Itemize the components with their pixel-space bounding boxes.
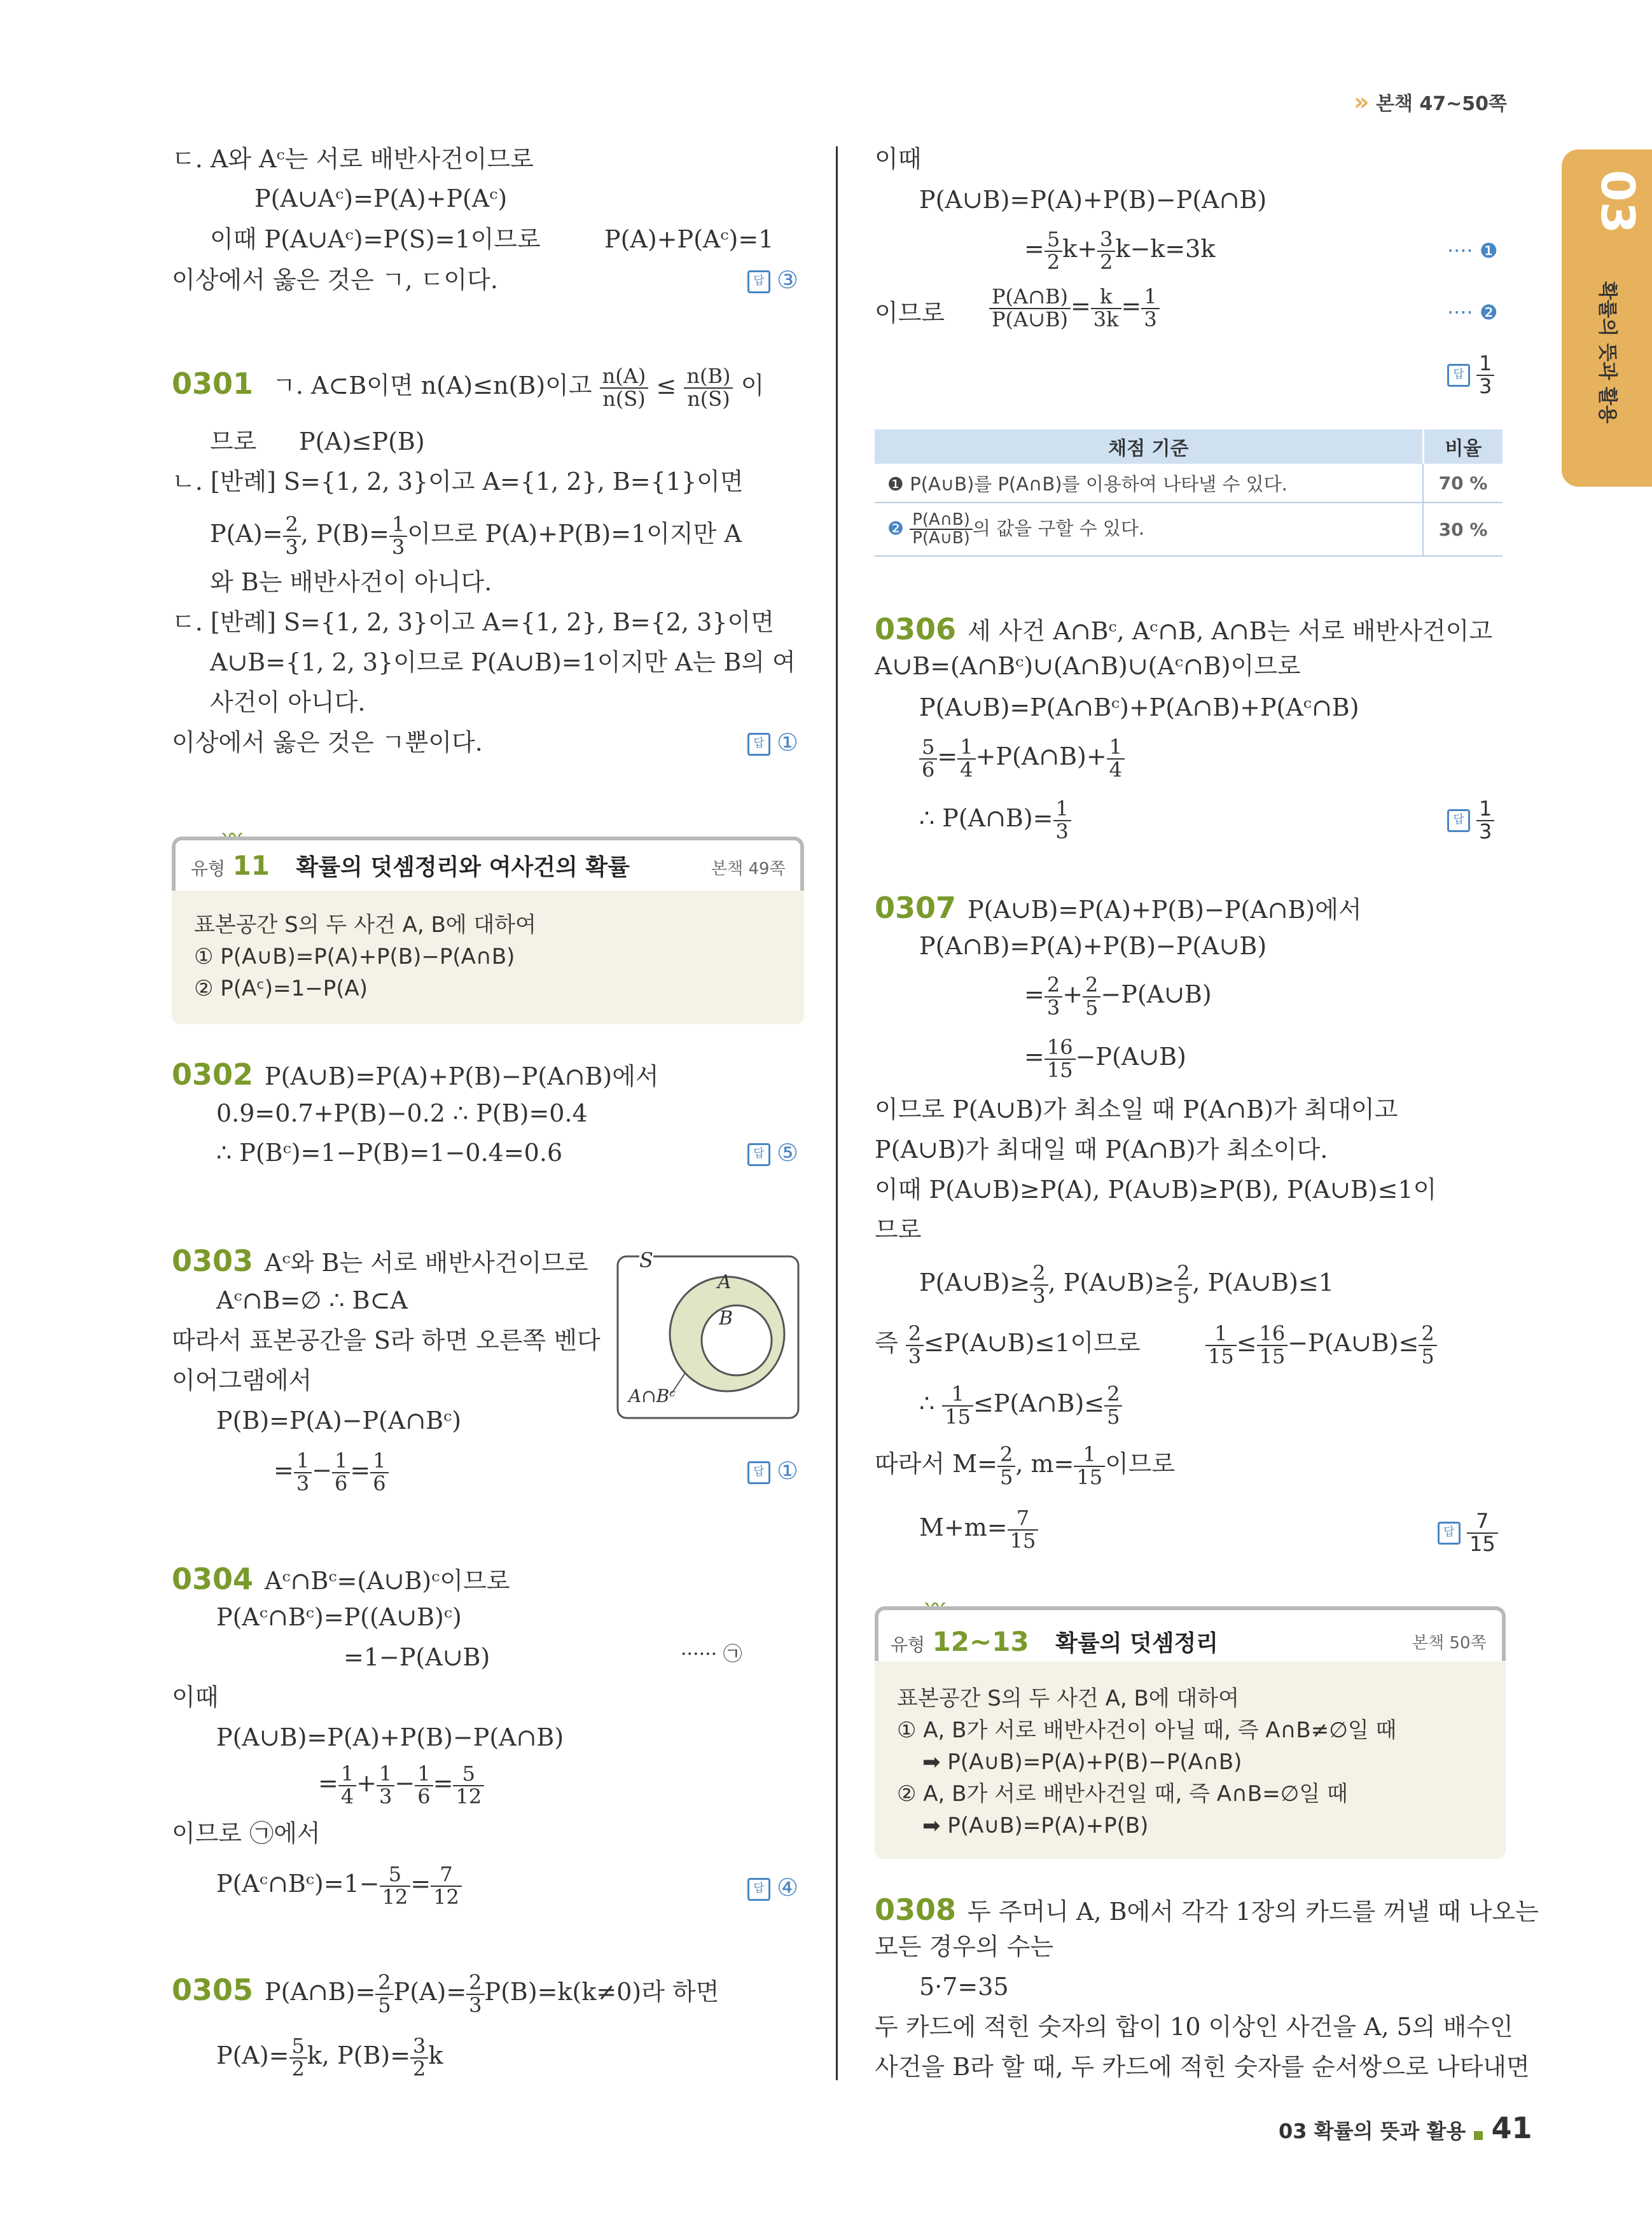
text-line: ① A, B가 서로 배반사건이 아닐 때, 즉 A∩B≠∅일 때 [897, 1718, 1397, 1743]
type-11-title: 유형 11 확률의 덧셈정리와 여사건의 확률 [191, 850, 630, 881]
text-line: 사건이 아니다. [210, 688, 366, 716]
answer-mark [1447, 798, 1494, 842]
scoring-table [875, 429, 1503, 557]
fraction: $\frac{7}{15}$ [1467, 1511, 1498, 1555]
text-line: P(A∪B)=P(A)+P(B)−P(A∩B) [919, 186, 1267, 214]
text-line: P(A)= $\frac{5}{2}$ k, P(B)= $\frac{3}{2}$ k [216, 2034, 443, 2081]
table-header: 비율 [1423, 429, 1503, 464]
fraction: $\frac{1}{4}$ [338, 1763, 356, 1807]
step-marker-2: ···· ❷ [1447, 300, 1498, 324]
table-cell: 30 % [1423, 503, 1503, 556]
fraction: $\frac{1}{3}$ [1476, 798, 1494, 842]
text-line: $\frac{1}{15}$ ≤ $\frac{16}{15}$ −P(A∪B)≤ $\frac{2}{5}$ [1205, 1323, 1437, 1367]
text-line: ∴ P(Bᶜ)=1−P(B)=1−0.4=0.6 [216, 1139, 563, 1167]
page-footer [1279, 2111, 1532, 2145]
venn-label-a: A [718, 1271, 732, 1293]
fraction: $\frac{2}{3}$ [466, 1972, 484, 2016]
fraction: $\frac{2}{5}$ [1104, 1384, 1122, 1428]
table-cell: ❶ P(A∪B)를 P(A∩B)를 이용하여 나타낼 수 있다. [875, 464, 1423, 503]
fraction: $\frac{1}{15}$ [1074, 1444, 1105, 1488]
fraction: $\frac{P(A\cap B)}{P(A\cup B)}$ [989, 286, 1071, 330]
text-line: P(Aᶜ∩Bᶜ)=1− $\frac{5}{12}$ = $\frac{7}{12}$ [216, 1864, 462, 1908]
table-row [875, 503, 1503, 556]
text-line: P(B)=P(A)−P(A∩Bᶜ) [216, 1407, 462, 1435]
text-line: = $\frac{5}{2}$ k+ $\frac{3}{2}$ k−k=3k [1024, 227, 1216, 274]
problem-0304-line: 0304 Aᶜ∩Bᶜ=(A∪B)ᶜ이므로 [172, 1562, 510, 1596]
problem-number: 0308 [875, 1893, 957, 1927]
fraction: $\frac{2}{5}$ [1083, 975, 1100, 1018]
text-line: = $\frac{1}{4}$ + $\frac{1}{3}$ − $\frac{1}{6}$ = $\frac{5}{12}$ [318, 1763, 484, 1807]
answer-box-icon: 답 [747, 1878, 770, 1901]
page-number: 41 [1491, 2111, 1532, 2145]
text-line: ➡ P(A∪B)=P(A)+P(B)−P(A∩B) [922, 1749, 1242, 1775]
text-line: = $\frac{16}{15}$ −P(A∪B) [1024, 1035, 1186, 1082]
fraction: $\frac{16}{15}$ [1045, 1037, 1076, 1081]
answer-box-icon: 답 [747, 733, 770, 756]
venn-label-b: B [719, 1307, 733, 1330]
text-line: = $\frac{1}{3}$ − $\frac{1}{6}$ = $\frac{1}{6}$ [274, 1450, 389, 1494]
problem-0308-line: 0308 두 주머니 A, B에서 각각 1장의 카드를 꺼낼 때 나오는 [875, 1893, 1539, 1927]
footer-square-icon [1474, 2131, 1483, 2140]
text-line: = $\frac{2}{3}$ + $\frac{2}{5}$ −P(A∪B) [1024, 973, 1212, 1020]
text-line: ② P(Aᶜ)=1−P(A) [194, 976, 368, 1001]
text-line: 므로 [875, 1216, 922, 1244]
text-line: 이때 P(A∪Aᶜ)=P(S)=1이므로 [210, 225, 541, 253]
problem-0302-line: 0302 P(A∪B)=P(A)+P(B)−P(A∩B)에서 [172, 1057, 659, 1092]
fraction: $\frac{n(B)}{n(S)}$ [684, 366, 733, 410]
problem-number: 0306 [875, 612, 957, 646]
text-line: A∪B=(A∩Bᶜ)∪(A∩B)∪(Aᶜ∩B)이므로 [875, 652, 1301, 680]
text-line: 므로 [210, 427, 257, 455]
fraction: $\frac{5}{6}$ [919, 737, 937, 781]
venn-label-anbc: A∩Bᶜ [628, 1386, 676, 1407]
fraction: $\frac{16}{15}$ [1257, 1323, 1288, 1367]
problem-0303-line: 0303 Aᶜ와 B는 서로 배반사건이므로 [172, 1244, 588, 1278]
answer-box-icon: 답 [747, 270, 770, 293]
fraction: $\frac{1}{6}$ [332, 1450, 350, 1494]
text-line: M+m= $\frac{7}{15}$ [919, 1508, 1038, 1552]
page-reference: » 본책 47~50쪽 [1354, 88, 1508, 116]
text-line: 이므로 ㉠에서 [172, 1819, 321, 1847]
text-line: 와 B는 배반사건이 아니다. [210, 568, 492, 596]
fraction: $\frac{5}{2}$ [289, 2036, 307, 2080]
text-line: 5·7=35 [919, 1973, 1009, 2001]
problem-0306-line: 0306 세 사건 A∩Bᶜ, Aᶜ∩B, A∩B는 서로 배반사건이고 [875, 612, 1493, 646]
problem-number: 0304 [172, 1562, 254, 1596]
fraction: $\frac{2}{3}$ [906, 1323, 924, 1367]
text-line: 즉 $\frac{2}{3}$ ≤P(A∪B)≤1이므로 [875, 1321, 1141, 1368]
fraction: $\frac{2}{3}$ [283, 514, 301, 558]
text-line: 이때 P(A∪B)≥P(A), P(A∪B)≥P(B), P(A∪B)≤1이 [875, 1176, 1437, 1204]
fraction: $\frac{5}{12}$ [453, 1763, 484, 1807]
fraction: $\frac{1}{3}$ [1141, 286, 1159, 330]
fraction: $\frac{2}{5}$ [375, 1972, 393, 2016]
text-line: P(A∪B)=P(A)+P(B)−P(A∩B) [216, 1723, 564, 1751]
answer-box-icon: 답 [1447, 809, 1470, 832]
text-line: ① P(A∪B)=P(A)+P(B)−P(A∩B) [194, 944, 515, 970]
type-12-title: 유형 12~13 확률의 덧셈정리 [891, 1626, 1219, 1657]
fraction: $\frac{3}{2}$ [1097, 229, 1115, 273]
text-line: P(Aᶜ∩Bᶜ)=P((A∪B)ᶜ) [216, 1603, 462, 1631]
fraction: $\frac{1}{3}$ [377, 1763, 394, 1807]
venn-label-s: S [639, 1248, 653, 1272]
text-line: 사건을 B라 할 때, 두 카드에 적힌 숫자를 순서쌍으로 나타내면 [875, 2053, 1530, 2081]
fraction: $\frac{5}{2}$ [1045, 229, 1062, 273]
text-line: 이므로 P(A∪B)가 최소일 때 P(A∩B)가 최대이고 [875, 1095, 1398, 1123]
problem-number: 0302 [172, 1057, 254, 1092]
text-line: 이상에서 옳은 것은 ㄱ뿐이다. [172, 728, 483, 756]
fraction: $\frac{2}{5}$ [1419, 1323, 1436, 1367]
text-line: ➡ P(A∪B)=P(A)+P(B) [922, 1813, 1149, 1838]
fraction: $\frac{3}{2}$ [410, 2036, 428, 2080]
text-line: Aᶜ∩B=∅ ∴ B⊂A [216, 1286, 408, 1314]
fraction: $\frac{2}{3}$ [1045, 975, 1062, 1018]
text-line: 이상에서 옳은 것은 ㄱ, ㄷ이다. [172, 266, 498, 294]
table-cell: ❷ $\frac{P(A\cap B)}{P(A\cup B)}$ 의 값을 구할 수 있다. [875, 503, 1423, 556]
fraction: $\frac{1}{4}$ [1107, 737, 1125, 781]
table-cell: 70 % [1423, 464, 1503, 503]
fraction: $\frac{1}{6}$ [370, 1450, 388, 1494]
answer-mark: 답 ⑤ [747, 1139, 798, 1168]
answer-box-icon: 답 [1438, 1522, 1461, 1545]
problem-number: 0307 [875, 891, 957, 925]
fraction: $\frac{1}{15}$ [942, 1384, 973, 1428]
text-line: P(A)+P(Aᶜ)=1 [604, 225, 774, 253]
answer-box-icon: 답 [747, 1461, 770, 1484]
text-line: 따라서 M= $\frac{2}{5}$ , m= $\frac{1}{15}$ 이므로 [875, 1442, 1176, 1489]
fraction: $\frac{1}{3}$ [1476, 353, 1494, 397]
text-line: 이때 [172, 1683, 219, 1711]
text-line: ∴ $\frac{1}{15}$ ≤P(A∩B)≤ $\frac{2}{5}$ [919, 1384, 1122, 1428]
problem-number: 0301 [172, 366, 254, 401]
answer-box-icon: 답 [747, 1143, 770, 1166]
fraction: $\frac{k}{3k}$ [1091, 286, 1121, 330]
text-line: 표본공간 S의 두 사건 A, B에 대하여 [897, 1686, 1239, 1711]
double-arrow-icon: » [1354, 88, 1370, 116]
text-line: ∴ P(A∩B)= $\frac{1}{3}$ [919, 798, 1071, 842]
problem-0301-line: 0301 ㄱ. A⊂B이면 n(A)≤n(B)이고 $\frac{n(A)}{n(S)}$ ≤ $\frac{n(B)}{n(S)}$ 이 [172, 364, 765, 411]
fraction: $\frac{1}{6}$ [415, 1763, 433, 1807]
answer-mark [1447, 353, 1494, 397]
fraction: $\frac{5}{12}$ [380, 1864, 411, 1908]
answer-mark: 답 ① [747, 728, 798, 758]
footer-chapter: 03 확률의 뜻과 활용 [1279, 2119, 1466, 2143]
text-line: 이므로 [875, 299, 945, 327]
text-line: 두 카드에 적힌 숫자의 합이 10 이상인 사건을 A, 5의 배수인 [875, 2013, 1513, 2041]
problem-0307-line: 0307 P(A∪B)=P(A)+P(B)−P(A∩B)에서 [875, 891, 1362, 925]
chapter-number: 03 [1591, 169, 1645, 234]
column-divider [836, 146, 838, 2080]
text-line: ② A, B가 서로 배반사건일 때, 즉 A∩B=∅일 때 [897, 1781, 1348, 1807]
type-11-ref: 본책 49쪽 [711, 859, 786, 879]
fraction: $\frac{1}{3}$ [294, 1450, 312, 1494]
problem-number: 0305 [172, 1973, 254, 2008]
fraction: $\frac{7}{12}$ [431, 1864, 462, 1908]
chapter-side-tab [1562, 149, 1652, 487]
answer-box-icon: 답 [1447, 364, 1470, 387]
text-line: 0.9=0.7+P(B)−0.2 ∴ P(B)=0.4 [216, 1099, 588, 1127]
text-line: 이어그램에서 [172, 1366, 312, 1394]
answer-mark: 답 ④ [747, 1873, 798, 1903]
text-line: 따라서 표본공간을 S라 하면 오른쪽 벤다 [172, 1326, 600, 1354]
answer-mark: 답 ① [747, 1457, 798, 1486]
text-line: ㄷ. A와 Aᶜ는 서로 배반사건이므로 [172, 145, 534, 173]
table-row [875, 464, 1503, 503]
text-line: 표본공간 S의 두 사건 A, B에 대하여 [194, 912, 536, 938]
text-line: $\frac{P(A\cap B)}{P(A\cup B)}$ = $\frac{k}{3k}$ = $\frac{1}{3}$ [989, 286, 1160, 330]
text-line: $\frac{5}{6}$ = $\frac{1}{4}$ +P(A∩B)+ $\frac{1}{4}$ [919, 737, 1125, 781]
text-line: =1−P(A∪B) [344, 1643, 490, 1671]
fraction: $\frac{1}{4}$ [957, 737, 975, 781]
text-line: P(A∪B)가 최대일 때 P(A∩B)가 최소이다. [875, 1136, 1328, 1164]
fraction: $\frac{n(A)}{n(S)}$ [600, 366, 649, 410]
text-line: P(A∪B)=P(A∩Bᶜ)+P(A∩B)+P(Aᶜ∩B) [919, 693, 1359, 721]
text-line: P(A∪Aᶜ)=P(A)+P(Aᶜ) [254, 184, 508, 212]
problem-0305-line: 0305 P(A∩B)= $\frac{2}{5}$ P(A)= $\frac{2}{3}$ P(B)=k(k≠0)라 하면 [172, 1970, 719, 2017]
fraction: $\frac{2}{3}$ [1030, 1263, 1048, 1307]
text-line: P(A∪B)≥ $\frac{2}{3}$ , P(A∪B)≥ $\frac{2}{5}$ , P(A∪B)≤1 [919, 1261, 1335, 1308]
fraction: $\frac{1}{15}$ [1205, 1323, 1237, 1367]
text-line: P(A)= $\frac{2}{3}$ , P(B)= $\frac{1}{3}$ 이므로 P(A)+P(B)=1이지만 A [210, 512, 742, 559]
text-line: P(A)≤P(B) [299, 427, 425, 455]
text-line: ······ ㉠ [681, 1643, 742, 1665]
problem-number: 0303 [172, 1244, 254, 1278]
table-header: 채점 기준 [875, 429, 1423, 464]
text-line: ㄴ. [반례] S={1, 2, 3}이고 A={1, 2}, B={1}이면 [172, 468, 744, 496]
text-line: ㄷ. [반례] S={1, 2, 3}이고 A={1, 2}, B={2, 3}이면 [172, 608, 774, 636]
chapter-title: 확률의 뜻과 활용 [1596, 281, 1618, 424]
text-line: 모든 경우의 수는 [875, 1933, 1054, 1961]
fraction: $\frac{7}{15}$ [1008, 1508, 1039, 1552]
fraction: $\frac{P(A\cap B)}{P(A\cup B)}$ [910, 511, 973, 548]
fraction: $\frac{1}{3}$ [389, 514, 407, 558]
answer-mark [1438, 1511, 1498, 1555]
text-line: P(A∩B)=P(A)+P(B)−P(A∪B) [919, 932, 1267, 960]
fraction: $\frac{2}{5}$ [997, 1444, 1015, 1488]
type-12-ref: 본책 50쪽 [1412, 1634, 1487, 1653]
fraction: $\frac{2}{5}$ [1174, 1263, 1192, 1307]
step-marker-1: ···· ❶ [1447, 239, 1498, 263]
text-line: A∪B={1, 2, 3}이므로 P(A∪B)=1이지만 A는 B의 여 [210, 648, 796, 676]
fraction: $\frac{1}{3}$ [1053, 798, 1071, 842]
text-line: 이때 [875, 145, 922, 173]
answer-mark: 답 ③ [747, 266, 798, 295]
